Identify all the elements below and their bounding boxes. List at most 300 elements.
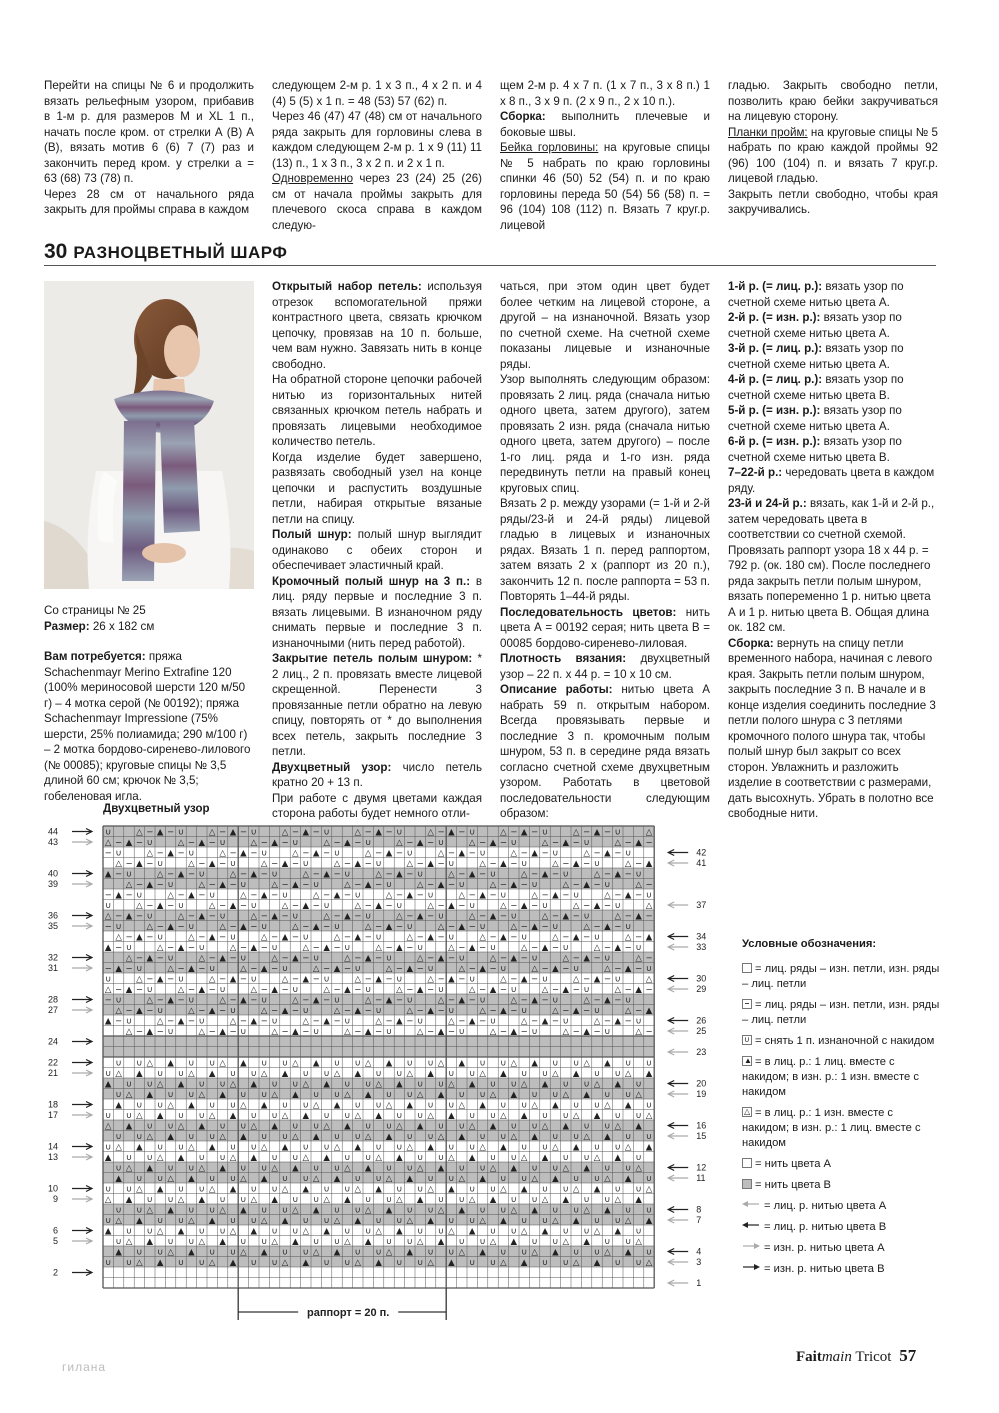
chart-symbol: − [385,827,393,838]
chart-symbol: △ [520,1079,528,1090]
chart-symbol: ▲ [188,1174,195,1184]
chart-symbol: − [645,985,653,995]
legend-item: ▲ = в лиц. р.: 1 лиц. вместе с накидом; в изн. р.: 1 изн. вместе с накидом [742,1056,919,1098]
chart-symbol: − [354,911,362,922]
chart-symbol: ∪ [292,985,299,995]
chart-symbol: ▲ [354,1069,362,1079]
chart-symbol: △ [364,995,372,1006]
chart-symbol: − [291,932,299,943]
chart-symbol: ▲ [156,1111,164,1121]
chart-symbol: △ [614,838,622,848]
chart-symbol: △ [167,964,174,974]
chart-symbol: ∪ [406,995,413,1006]
chart-symbol: ∪ [115,1090,122,1100]
chart-symbol: △ [344,1163,351,1174]
chart-symbol: ∪ [115,1058,122,1069]
chart-symbol: ▲ [427,1006,434,1016]
chart-symbol: △ [260,859,268,869]
chart-symbol: − [302,995,310,1006]
chart-symbol: ▲ [146,1027,154,1037]
chart-symbol: ∪ [261,1090,268,1100]
chart-symbol: − [437,901,445,911]
chart-symbol: ∪ [614,974,621,985]
chart-symbol: ∪ [562,1184,569,1195]
chart-symbol: − [271,932,279,943]
chart-symbol: ▲ [406,890,414,901]
chart-symbol: △ [458,964,466,974]
chart-symbol: ▲ [531,1132,538,1142]
chart-symbol: − [146,974,154,985]
bold-term: Полый шнур: [272,528,352,541]
chart-symbol: ∪ [552,1205,559,1216]
chart-symbol: ∪ [219,985,226,995]
chart-symbol: − [239,827,247,838]
text: вязать узор по счетной схеме нитью цвета А. [728,280,904,309]
chart-symbol: △ [520,869,528,880]
chart-symbol: ▲ [416,985,424,995]
chart-symbol: ▲ [292,1090,299,1100]
chart-symbol: ▲ [437,1090,445,1100]
chart-symbol: ∪ [500,1100,507,1111]
chart-symbol: ∪ [167,1027,174,1037]
chart-symbol: △ [115,1216,122,1226]
chart-symbol: − [510,932,518,943]
row-label: 40 [47,868,58,879]
chart-symbol: − [291,901,299,911]
chart-symbol: − [395,922,403,932]
chart-symbol: ∪ [313,1237,320,1247]
chart-symbol: ∪ [593,859,601,869]
chart-symbol: − [343,890,351,901]
chart-symbol: − [281,880,289,890]
chart-symbol: − [375,880,383,890]
chart-symbol: ∪ [604,1090,611,1100]
chart-symbol: ∪ [146,911,153,922]
row-label: 34 [696,931,707,942]
chart-symbol: − [468,890,476,901]
chart-symbol: − [479,943,487,953]
chart-symbol: △ [500,1258,507,1268]
chart-symbol: ∪ [177,827,185,838]
chart-symbol: △ [510,1132,518,1142]
chart-symbol: ∪ [500,1132,507,1142]
model-photo [44,281,254,589]
chart-symbol: ∪ [167,1090,174,1100]
chart-symbol: ▲ [333,1100,341,1111]
chart-symbol: − [458,974,466,985]
chart-symbol: ▲ [510,1090,518,1100]
chart-symbol: − [302,953,310,964]
chart-symbol: ▲ [146,1090,154,1100]
chart-symbol: △ [292,995,299,1006]
chart-symbol: − [364,827,372,838]
chart-symbol: ▲ [167,995,174,1006]
chart-symbol: ∪ [344,1079,351,1090]
row-label: 31 [47,963,58,973]
chart-symbol: − [489,964,497,974]
chart-symbol: ▲ [448,827,455,838]
chart-symbol: − [406,943,414,953]
chart-symbol: ∪ [479,1132,486,1142]
chart-symbol: − [447,922,455,932]
chart-symbol: ∪ [583,1226,590,1237]
chart-symbol: ▲ [583,1237,590,1247]
chart-symbol: ∪ [385,1090,393,1100]
chart-symbol: ▲ [510,880,518,890]
chart-symbol: ∪ [385,1195,393,1205]
chart-symbol: ▲ [312,922,320,932]
chart-symbol: △ [115,1069,122,1079]
chart-symbol: ∪ [313,880,320,890]
chart-symbol: ∪ [115,995,122,1006]
row-label: 15 [696,1131,707,1141]
chart-symbol: ∪ [375,1069,382,1079]
chart-symbol: ▲ [396,1153,403,1163]
chart-symbol: − [624,911,632,922]
chart-symbol: △ [271,1027,278,1037]
chart-symbol: ▲ [458,1132,466,1142]
chart-symbol: − [177,848,185,859]
chart-symbol: − [323,922,331,932]
chart-symbol: ∪ [240,1090,247,1100]
chart-symbol: − [219,827,227,838]
chart-symbol: △ [281,1184,289,1195]
chart-symbol: ∪ [302,1100,309,1111]
knitting-chart [40,818,720,1328]
chart-symbol: ∪ [614,827,621,838]
chart-symbol: △ [375,1226,382,1237]
chart-symbol: − [614,848,622,859]
chart-symbol: ▲ [385,922,393,932]
chart-symbol: ∪ [115,922,122,932]
chart-symbol: ▲ [333,1247,341,1258]
chart-symbol: ▲ [635,1121,642,1132]
chart-symbol: ∪ [292,1226,299,1237]
chart-row [103,1089,654,1100]
chart-symbol: ▲ [198,1121,206,1132]
chart-symbol: ∪ [593,1216,601,1226]
chart-symbol: △ [208,827,216,838]
row-label: 44 [47,826,58,837]
row-arrow-icon [72,1144,92,1150]
chart-symbol: ∪ [396,827,403,838]
chart-symbol: △ [219,995,226,1006]
chart-symbol: − [645,953,653,964]
chart-symbol: − [614,922,622,932]
chart-symbol: ∪ [437,1121,445,1132]
chart-symbol: − [208,985,216,995]
row-label: 5 [52,1236,58,1246]
chart-symbol: △ [104,911,112,922]
chart-symbol: △ [156,1153,164,1163]
chart-symbol: ∪ [406,1205,413,1216]
chart-symbol: ∪ [406,1058,413,1069]
light-left-arrow-icon [742,1199,760,1209]
text: полый шнур выглядит одинаково с обеих сторон и обеспечивает эластичный край. [272,528,482,572]
chart-symbol: ∪ [271,1184,278,1195]
chart-symbol: ∪ [302,859,309,869]
chart-symbol: ∪ [198,869,205,880]
chart-symbol: ▲ [136,1142,143,1153]
chart-symbol: △ [385,1100,393,1111]
row-arrow-icon [72,1238,92,1244]
chart-symbol: ▲ [208,1006,216,1016]
chart-symbol: ▲ [271,838,278,848]
chart-symbol: − [572,911,580,922]
chart-symbol: − [343,932,351,943]
chart-symbol: − [375,1027,383,1037]
chart-symbol: − [219,974,227,985]
chart-symbol: ▲ [562,985,570,995]
chart-symbol: ∪ [292,1121,299,1132]
chart-symbol: − [583,827,591,838]
chart-symbol: ▲ [375,1258,382,1268]
row-label: 28 [47,994,58,1005]
chart-symbol: ▲ [229,901,237,911]
chart-symbol: − [115,869,123,880]
chart-symbol: ▲ [572,859,580,869]
chart-symbol: − [156,953,164,964]
text: на круговые спицы № 5 набрать по краю горловины спинки 46 (50) 52 (54) п. и по краю горловины переда 50 (54) 56 (58) п. = 96 (104) 108 (112) п. Вязать 7 круг.р. лицевой [500,141,711,232]
chart-symbol: ▲ [593,901,601,911]
chart-symbol: − [146,932,154,943]
chart-symbol: ∪ [240,953,247,964]
chart-symbol: ∪ [645,1247,653,1258]
chart-symbol: ∪ [427,1205,434,1216]
chart-symbol: ▲ [302,827,310,838]
bold-term: Плотность вязания: [500,652,627,665]
chart-symbol: ▲ [375,901,382,911]
chart-symbol: − [125,859,133,869]
chart-symbol: △ [531,1100,538,1111]
chart-symbol: ∪ [417,943,424,953]
chart-symbol: − [146,827,154,838]
chart-symbol: ∪ [136,890,143,901]
chart-symbol: − [479,985,487,995]
chart-symbol: △ [406,1216,414,1226]
chart-symbol: ▲ [344,911,351,922]
chart-symbol: ∪ [281,964,289,974]
chart-symbol: ∪ [573,1100,580,1111]
chart-symbol: ▲ [572,1006,580,1016]
chart-symbol: ∪ [323,1111,330,1121]
chart-symbol: − [354,880,362,890]
chart-symbol: ∪ [188,995,195,1006]
chart-symbol: ∪ [344,869,351,880]
chart-row [103,1131,654,1142]
chart-symbol: ▲ [292,1237,299,1247]
chart-symbol: ∪ [198,1184,205,1195]
chart-symbol: − [406,911,414,922]
chart-symbol: ∪ [417,1258,424,1268]
chart-symbol: △ [198,953,206,964]
chart-symbol: ▲ [396,1079,403,1090]
chart-symbol: ∪ [229,1006,237,1016]
chart-symbol: ∪ [125,1226,133,1237]
chart-symbol: △ [156,1226,164,1237]
chart-symbol: ▲ [115,1174,122,1184]
chart-symbol: ▲ [146,1237,154,1247]
text: 26 х 182 см [89,619,155,633]
chart-symbol: ▲ [624,964,632,974]
row-arrow-icon [668,1133,688,1139]
chart-symbol: △ [635,1163,642,1174]
chart-symbol: ∪ [281,1058,289,1069]
chart-symbol: − [364,859,372,869]
chart-symbol: − [614,890,622,901]
chart-symbol: ∪ [531,1237,538,1247]
chart-symbol: △ [229,1153,237,1163]
chart-symbol: − [531,1016,539,1027]
chart-symbol: ∪ [625,995,632,1006]
chart-symbol: △ [136,1258,143,1268]
chart-symbol: ▲ [188,1100,195,1111]
chart-symbol: △ [219,1205,226,1216]
chart-symbol: − [291,974,299,985]
chart-symbol: − [458,943,466,953]
row-label: 2 [52,1267,58,1278]
page-footer [796,1346,916,1366]
chart-symbol: ∪ [531,880,538,890]
chart-symbol: ▲ [614,1226,622,1237]
chart-symbol: − [395,890,403,901]
chart-symbol: − [260,869,268,880]
chart-symbol: △ [396,1121,403,1132]
chart-symbol: ∪ [437,1226,445,1237]
chart-symbol: ▲ [562,838,570,848]
paragraph: щем 2-м р. 4 х 7 п. (1 х 7 п., 3 х 8 п.) 1 х 8 п., 3 х 9 п. (2 х 9 п., 2 х 10 п.). [500,79,710,108]
chart-symbol: △ [208,974,216,985]
chart-symbol: − [208,953,216,964]
chart-symbol: − [624,985,632,995]
chart-symbol: △ [302,1016,310,1027]
chart-symbol: ∪ [396,1069,403,1079]
chart-symbol: − [135,838,143,848]
chart-symbol: △ [604,890,611,901]
chart-symbol: △ [364,922,372,932]
chart-symbol: ∪ [250,1216,257,1226]
chart-symbol: − [229,880,237,890]
chart-symbol: △ [500,827,507,838]
chart-symbol: ∪ [510,838,517,848]
chart-symbol: △ [635,880,642,890]
chart-symbol: △ [437,922,445,932]
chart-symbol: ∪ [105,1184,112,1195]
chart-symbol: ∪ [593,1069,601,1079]
chart-symbol: △ [364,848,372,859]
row-label: 35 [47,921,58,931]
chart-symbol: ▲ [229,827,237,838]
chart-symbol: △ [198,1163,206,1174]
chart-symbol: ∪ [177,1111,185,1121]
chart-symbol: ∪ [105,1216,112,1226]
chart-symbol: ∪ [240,1027,247,1037]
chart-symbol: ▲ [364,1237,372,1247]
chart-symbol: − [551,943,559,953]
paragraph: Через 46 (47) 47 (48) см от начального ряда закрыть для горловины слева в каждом следующем 2-м р. 1 х 9 (11) 11 (13) п., 1 х 3 п., 3 х 2 п. и 2 х 1 п. [272,110,482,170]
chart-symbol: ▲ [531,922,538,932]
chart-symbol: ∪ [375,932,382,943]
chart-symbol: △ [437,1132,445,1142]
chart-symbol: △ [427,1184,434,1195]
chart-symbol: ∪ [375,1216,382,1226]
chart-symbol: ∪ [406,922,413,932]
row-instruction [728,496,936,636]
chart-symbol: ▲ [448,1184,455,1195]
chart-symbol: ∪ [573,964,580,974]
chart-symbol: ∪ [531,1163,538,1174]
chart-symbol: ∪ [261,922,268,932]
chart-symbol: △ [323,985,330,995]
chart-symbol: − [437,827,445,838]
chart-symbol: − [135,985,143,995]
chart-symbol: ▲ [104,943,112,953]
row-label: 27 [47,1005,58,1015]
slip-stitch-icon: ∪ [742,1035,752,1045]
chart-symbol: ∪ [136,1058,143,1069]
row-instruction [728,341,936,372]
chart-symbol: ∪ [188,1205,195,1216]
chart-symbol: △ [188,1006,195,1016]
chart-symbol: ∪ [365,1195,372,1205]
chart-symbol: △ [500,974,507,985]
chart-symbol: △ [520,1153,528,1163]
chart-symbol: ∪ [271,1258,278,1268]
chart-symbol: ▲ [479,1174,486,1184]
chart-symbol: ∪ [125,1258,133,1268]
chart-symbol: − [635,1006,643,1016]
chart-symbol: ∪ [240,880,247,890]
chart-symbol: ▲ [593,1258,601,1268]
chart-symbol: ▲ [385,1205,393,1216]
color-a-swatch-icon [742,1158,752,1168]
chart-symbol: ▲ [115,1100,122,1111]
chart-symbol: ▲ [531,1205,538,1216]
chart-symbol: ∪ [469,974,476,985]
chart-symbol: − [447,1027,455,1037]
chart-symbol: ▲ [593,974,601,985]
chart-symbol: ∪ [271,869,278,880]
chart-symbol: ▲ [167,922,174,932]
chart-symbol: − [156,848,164,859]
chart-symbol: − [312,827,320,838]
chart-symbol: ∪ [125,1016,133,1027]
chart-symbol: ∪ [188,1132,195,1142]
chart-symbol: △ [354,974,362,985]
chart-row [103,1278,654,1289]
chart-symbol: ∪ [167,1237,174,1247]
chart-symbol: − [250,922,258,932]
chart-symbol: ∪ [219,911,226,922]
chart-symbol: ∪ [323,974,330,985]
chart-symbol: ∪ [240,1163,247,1174]
chart-symbol: ▲ [177,1016,185,1027]
chart-symbol: △ [177,1195,185,1205]
chart-symbol: ▲ [354,859,362,869]
chart-symbol: △ [385,964,393,974]
chart-symbol: ∪ [136,1100,143,1111]
chart-symbol: ▲ [115,890,122,901]
chart-symbol: ∪ [125,1153,133,1163]
chart-symbol: − [551,838,559,848]
chart-symbol: △ [489,1027,497,1037]
chart-symbol: △ [104,985,112,995]
chart-symbol: △ [489,1090,497,1100]
chart-symbol: − [333,943,341,953]
chart-symbol: ∪ [573,1205,580,1216]
chart-symbol: △ [572,974,580,985]
chart-symbol: − [364,932,372,943]
